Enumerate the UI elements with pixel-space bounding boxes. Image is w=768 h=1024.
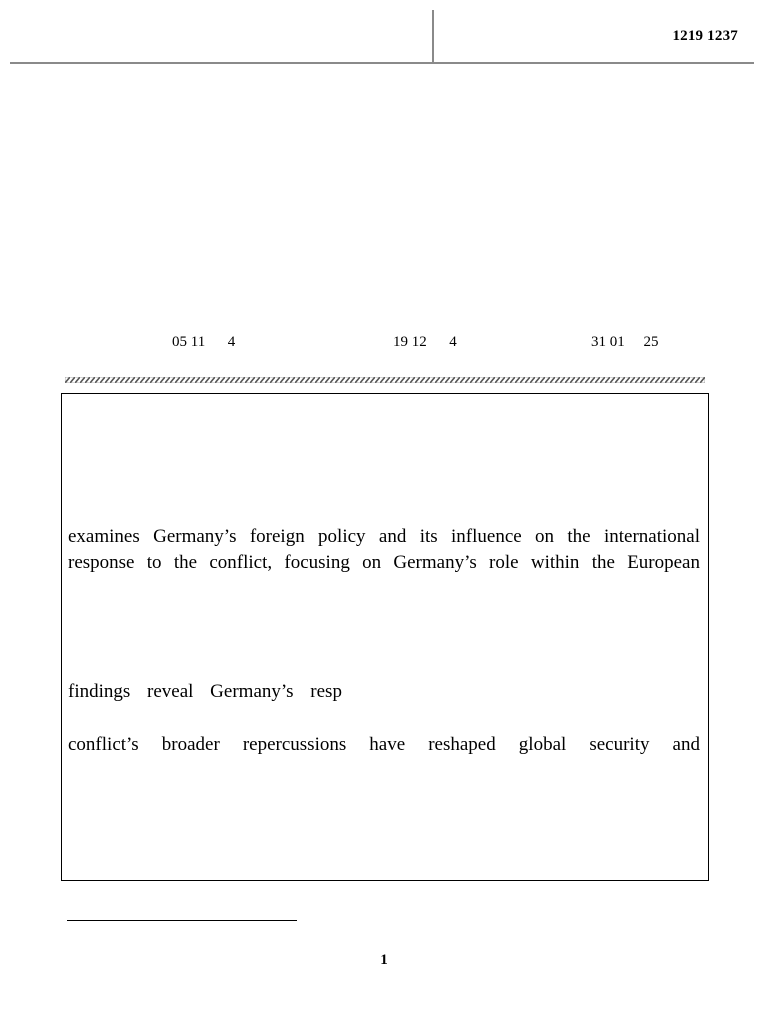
abstract-box: [61, 393, 709, 881]
abstract-line-3: findings reveal Germany’s resp: [68, 681, 342, 702]
published-date: 31 01 25: [591, 334, 659, 350]
abstract-word: conflict’s: [68, 734, 139, 755]
footnote-rule: [67, 920, 297, 921]
decorative-pattern-rule: [65, 377, 705, 383]
abstract-word: have: [369, 734, 406, 755]
page-range: 1219 1237: [672, 28, 738, 44]
abstract-line-1: examines Germany’s foreign policy and its influence on the international: [68, 526, 700, 547]
abstract-word: broader: [161, 734, 220, 755]
abstract-line-2: response to the conflict, focusing on Germany’s role within the European: [68, 552, 700, 573]
abstract-word: security: [589, 734, 650, 755]
abstract-word: repercussions: [242, 734, 347, 755]
accepted-date: 19 12 4: [393, 334, 457, 350]
header-rule: [10, 62, 754, 64]
abstract-word: reshaped: [428, 734, 496, 755]
abstract-word: global: [518, 734, 567, 755]
page-number: 1: [380, 952, 388, 968]
abstract-line-4: [68, 734, 700, 756]
abstract-word: and: [672, 734, 700, 755]
received-date: 05 11 4: [172, 334, 236, 350]
header-divider: [432, 10, 434, 63]
